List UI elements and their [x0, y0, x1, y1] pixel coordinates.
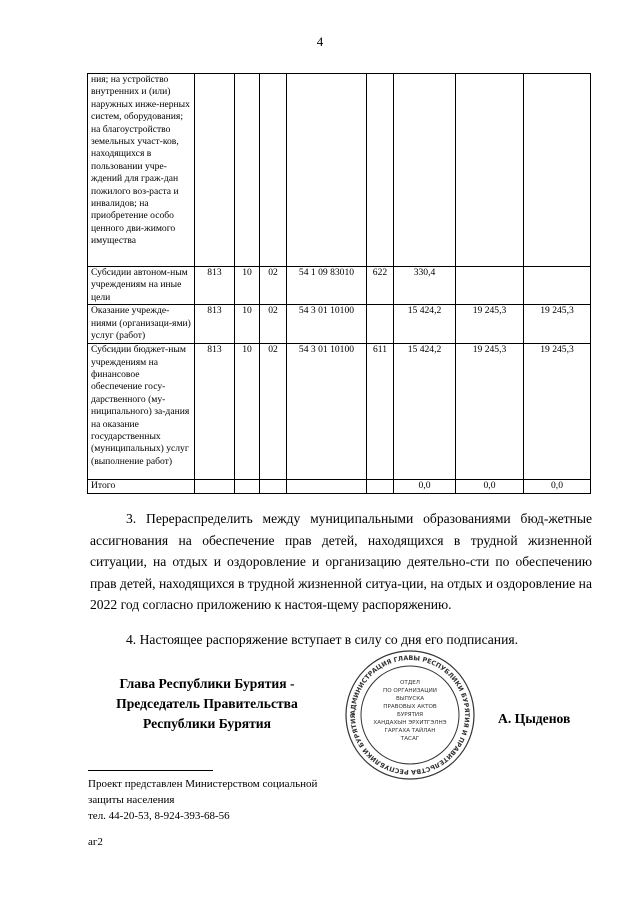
table-cell: 10: [235, 305, 260, 344]
table-cell: 54 3 01 10100: [287, 305, 367, 344]
table-cell: [287, 74, 367, 267]
table-cell: [456, 267, 524, 305]
table-cell: 54 1 09 83010: [287, 267, 367, 305]
table-cell: 10: [235, 267, 260, 305]
table-row: [88, 267, 591, 305]
table-cell: [235, 74, 260, 267]
stamp-center-text: ВЫПУСКА: [395, 696, 425, 702]
table-cell: 0,0: [456, 480, 524, 494]
table-cell: 19 245,3: [524, 344, 591, 480]
footnote-line: Проект представлен Министерством социальной: [88, 778, 318, 790]
budget-table: [87, 73, 591, 494]
table-cell: [456, 74, 524, 267]
stamp-center-text: ГАРГАХА ТАЙЛАН: [384, 728, 436, 734]
signer-title-line: Республики Бурятия: [142, 716, 271, 731]
official-stamp: [343, 650, 477, 781]
table-cell: 330,4: [394, 267, 456, 305]
table-cell: [260, 74, 287, 267]
table-cell: 15 424,2: [394, 305, 456, 344]
table-row: [88, 305, 591, 344]
table-cell: [524, 74, 591, 267]
table-cell: [367, 480, 394, 494]
table-cell: [524, 267, 591, 305]
page-number: 4: [316, 34, 324, 49]
stamp-center-text: ПРАВОВЫХ АКТОВ: [383, 704, 437, 710]
table-cell: [287, 480, 367, 494]
table-cell: Оказание учрежде-ниями (организаци-ями) услуг (работ): [88, 305, 195, 344]
table-cell: 02: [260, 344, 287, 480]
table-cell: ния; на устройство внутренних и (или) наружных инже-нерных систем, оборудования; на благоустройство земельных участ-ков, находящихся в пользовании учре-ждений для граж-дан пожилого воз-раста и инвалидов; на приобретение особо ценного дви-жимого имущества: [88, 74, 195, 267]
signer-name: А. Цыденов: [498, 711, 571, 726]
table-cell: [260, 480, 287, 494]
stamp-ring-text: АДМИНИСТРАЦИЯ ГЛАВЫ РЕСПУБЛИКИ БУРЯТИЯ И ПРАВИТЕЛЬСТВА РЕСПУБЛИКИ БУРЯТИЯ: [348, 653, 472, 777]
table-cell: 19 245,3: [456, 344, 524, 480]
table-cell: Итого: [88, 480, 195, 494]
table-cell: 813: [195, 344, 235, 480]
table-cell: [235, 480, 260, 494]
stamp-center-text: ХАНДАХЫН ЭРХИТГЭЛНЭ: [373, 720, 447, 726]
footnote-line: тел. 44-20-53, 8-924-393-68-56: [88, 810, 230, 822]
table-row: [88, 344, 591, 480]
signer-title-line: Глава Республики Бурятия -: [119, 676, 295, 691]
signer-title-line: Председатель Правительства: [116, 696, 298, 711]
footnote: [88, 776, 418, 824]
table-cell: 19 245,3: [456, 305, 524, 344]
table-cell: [367, 74, 394, 267]
table-cell: 813: [195, 267, 235, 305]
table-cell: 54 3 01 10100: [287, 344, 367, 480]
table-cell: 10: [235, 344, 260, 480]
stamp-center-text: ТАСАГ: [400, 736, 420, 742]
signer-title: [92, 674, 322, 734]
table-cell: 0,0: [394, 480, 456, 494]
table-cell: 02: [260, 305, 287, 344]
stamp-center-text: ПО ОРГАНИЗАЦИИ: [383, 688, 437, 694]
table-row: [88, 74, 591, 267]
table-row: [88, 480, 591, 494]
stamp-center-text: БУРЯТИЯ: [397, 712, 423, 718]
footnote-line: защиты населения: [88, 794, 175, 806]
table-cell: 02: [260, 267, 287, 305]
paragraph-3: 3. Перераспределить между муниципальными образованиями бюд-жетные ассигнования на обеспечение прав детей, находящихся в трудной жизненной ситуации, на отдых и оздоровление и организацию деятельно-сти по обеспечению прав детей, находящихся в трудной жизненной ситуа-ции, на отдых и оздоровление на 2022 год согласно приложению к настоя-щему распоряжению.: [90, 511, 592, 612]
table-cell: 0,0: [524, 480, 591, 494]
table-cell: Субсидии автоном-ным учреждениям на иные цели: [88, 267, 195, 305]
stamp-center-text: ОТДЕЛ: [400, 680, 420, 686]
table-cell: [367, 305, 394, 344]
footnote-divider: [88, 770, 213, 771]
table-cell: [195, 74, 235, 267]
table-cell: 813: [195, 305, 235, 344]
document-code: аг2: [88, 836, 103, 848]
paragraph-4: 4. Настоящее распоряжение вступает в силу со дня его подписания.: [126, 632, 519, 647]
table-cell: [394, 74, 456, 267]
table-cell: 15 424,2: [394, 344, 456, 480]
table-cell: Субсидии бюджет-ным учреждениям на финансовое обеспечение госу-дарственного (му-ниципального) за-дания на оказание государственных (муниципальных) услуг (выполнение работ): [88, 344, 195, 480]
table-cell: 622: [367, 267, 394, 305]
table-cell: 611: [367, 344, 394, 480]
table-cell: [195, 480, 235, 494]
table-cell: 19 245,3: [524, 305, 591, 344]
